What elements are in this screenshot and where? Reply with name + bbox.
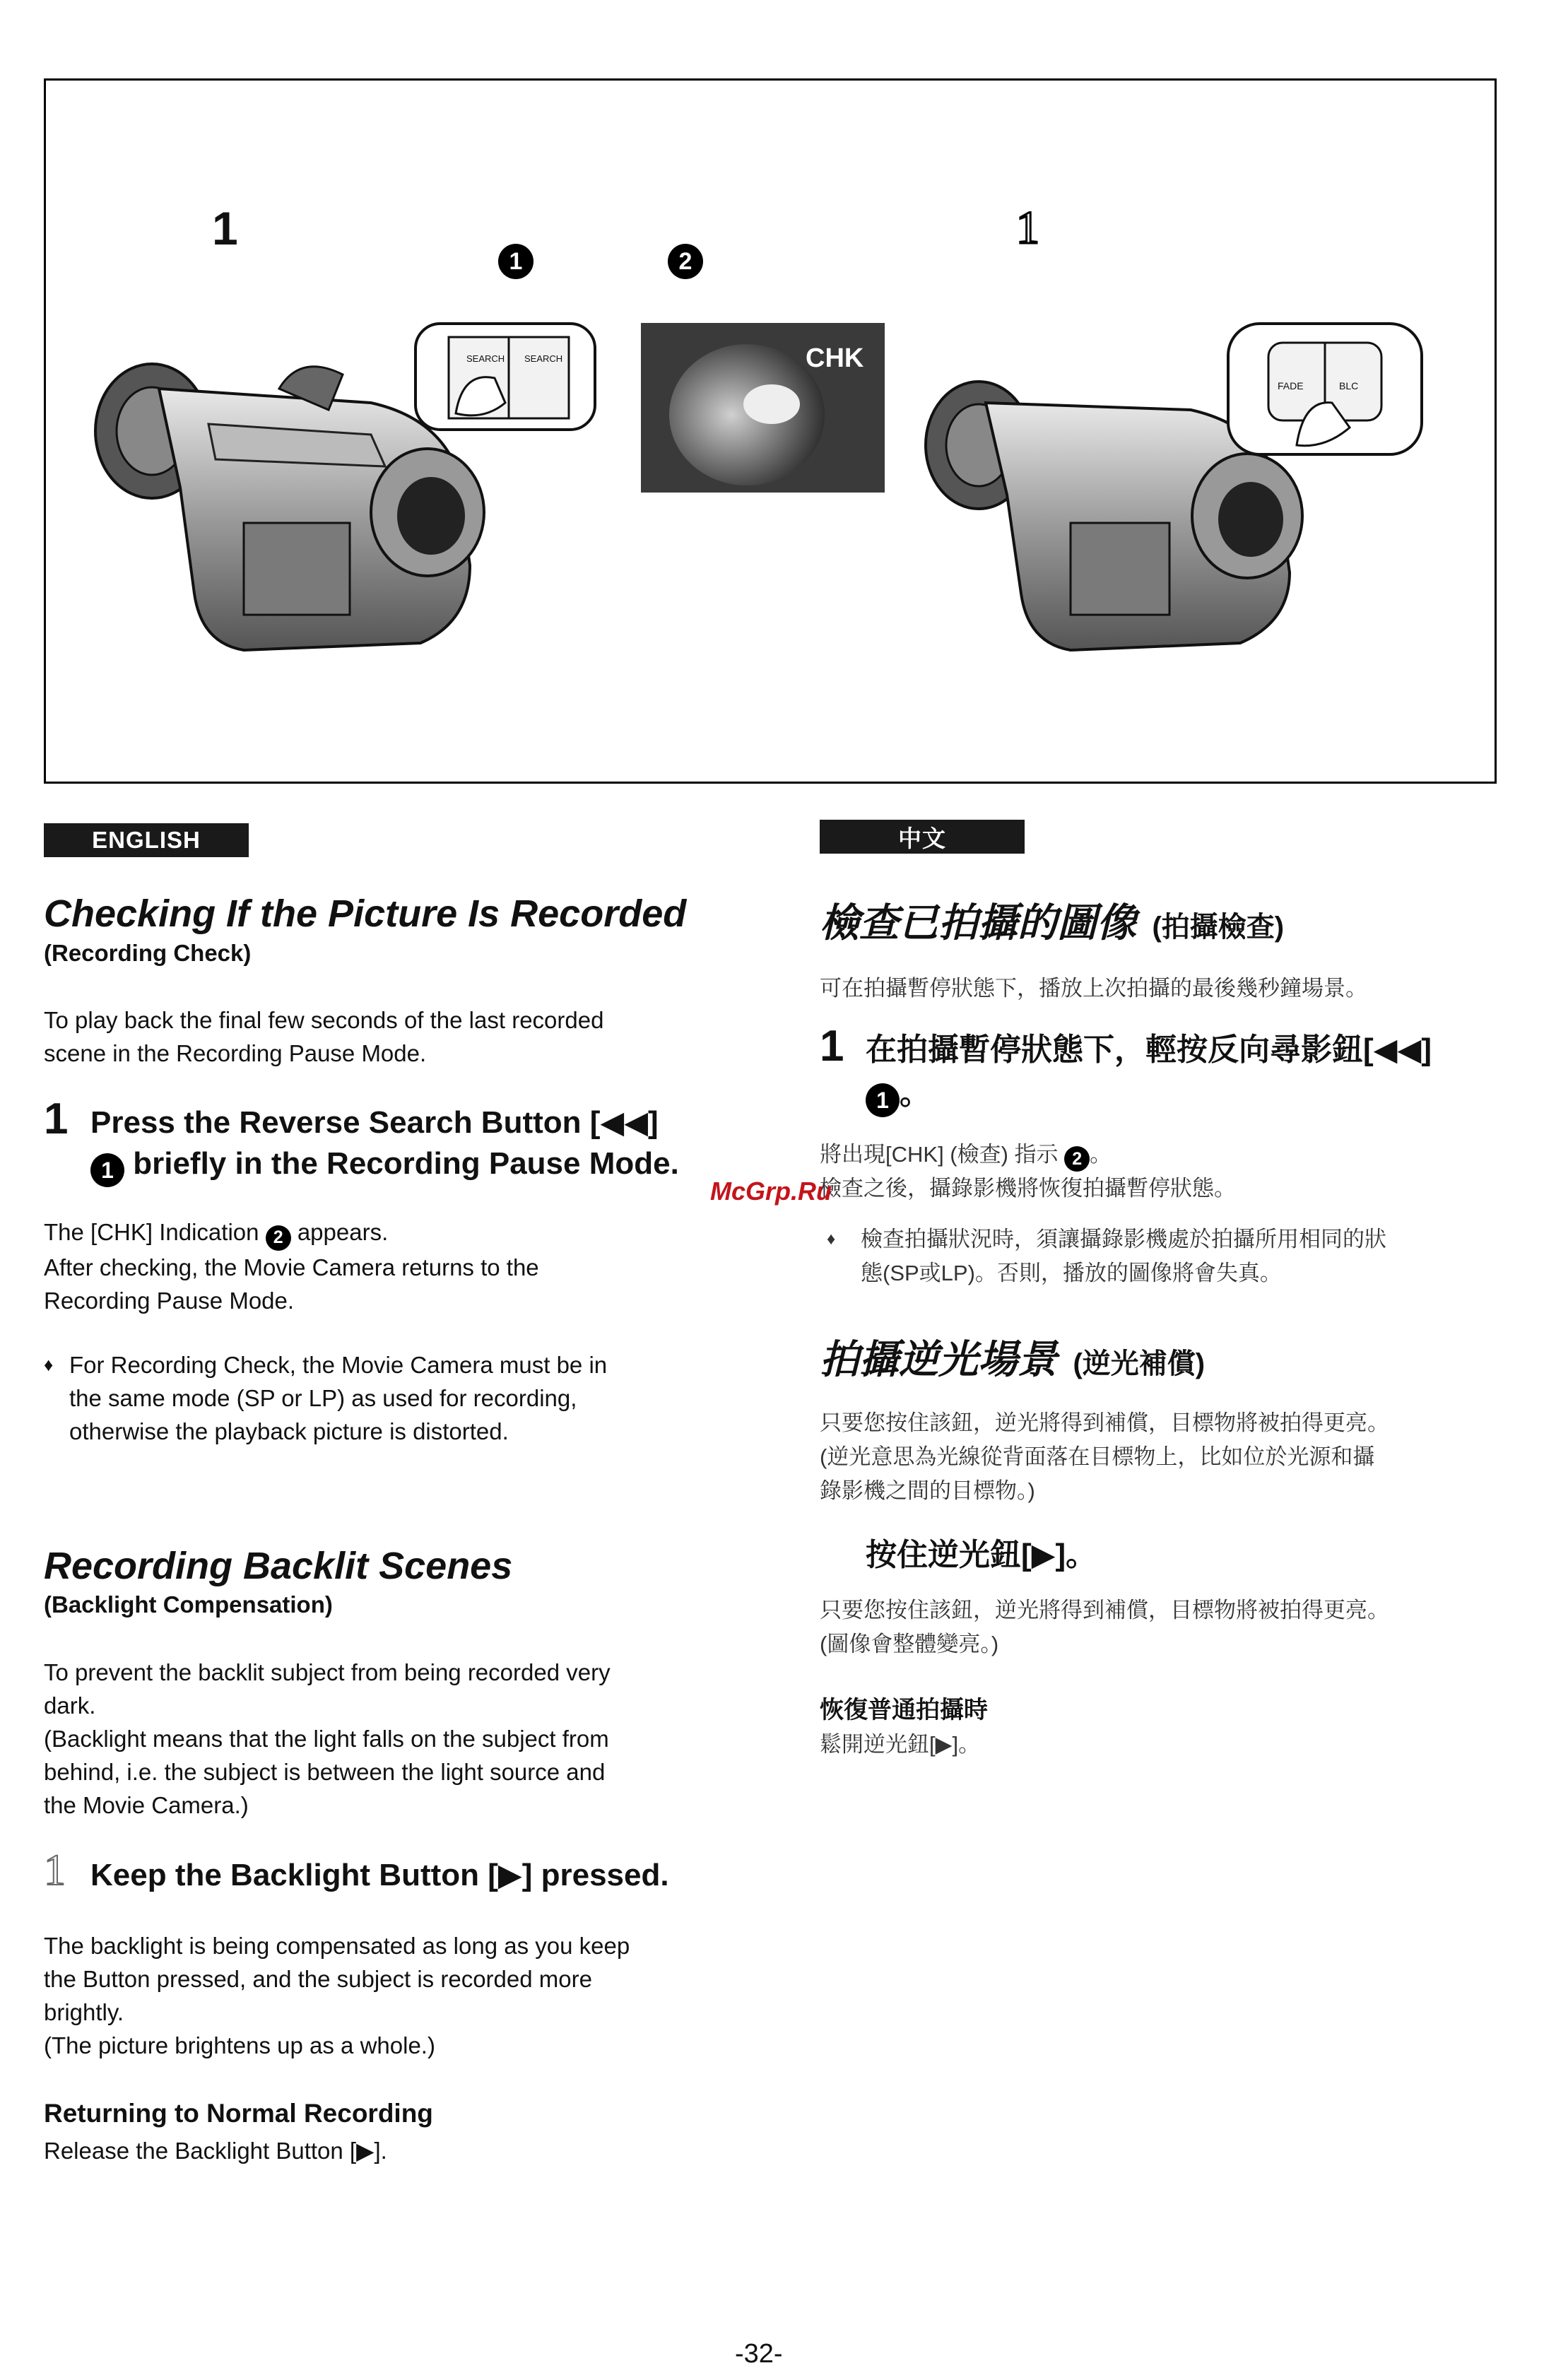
zh-backlit-intro <box>820 1406 1491 1508</box>
zh-result-pre-text: 將出現[CHK] (檢查) 指示 <box>820 1142 1065 1167</box>
note-line: For Recording Check, the Movie Camera must be in <box>69 1352 608 1378</box>
intro-line: the Movie Camera.) <box>44 1792 249 1818</box>
figure-marker-2: 2 <box>668 244 703 279</box>
zh-note-line: 檢查拍攝狀況時，須讓攝錄影機處於拍攝所用相同的狀 <box>861 1227 1386 1251</box>
zh-recording-check-step <box>866 1028 1502 1117</box>
zh-chk-marker: 2 <box>1064 1146 1090 1172</box>
zh-recording-check-title: 檢查已拍攝的圖像 <box>820 900 1136 945</box>
result-line: After checking, the Movie Camera returns to the <box>44 1254 539 1280</box>
intro-line: scene in the Recording Pause Mode. <box>44 1040 427 1066</box>
zh-chk-indication-line <box>820 1138 1491 1172</box>
recording-check-title: Checking If the Picture Is Recorded <box>44 892 687 935</box>
intro-line: To prevent the backlit subject from being recorded very <box>44 1659 611 1685</box>
intro-line: To play back the final few seconds of the last recorded <box>44 1007 604 1033</box>
recording-check-step <box>90 1102 741 1187</box>
zh-bullet-diamond-icon: ♦ <box>827 1230 836 1249</box>
zh-recording-check-subtitle: (拍攝檢查) <box>1152 912 1285 943</box>
zh-step-line-1: 在拍攝暫停狀態下，輕按反向尋影鈕[◀◀] <box>866 1032 1432 1067</box>
zh-returning-text: 鬆開逆光鈕[▶]。 <box>820 1732 981 1757</box>
chk-marker: 2 <box>266 1225 291 1251</box>
zh-step-line-2-text: 。 <box>900 1076 931 1111</box>
search-reverse-label: SEARCH <box>466 353 505 364</box>
zh-result-line: 檢查之後，攝錄影機將恢復拍攝暫停狀態。 <box>820 1176 1236 1201</box>
zh-reverse-search-marker: 1 <box>866 1083 900 1117</box>
chk-indication: CHK <box>806 343 864 373</box>
zh-body-line: 只要您按住該鈕，逆光將得到補償，目標物將被拍得更亮。 <box>820 1598 1389 1622</box>
zh-backlit-heading <box>820 1329 1205 1385</box>
blc-label: BLC <box>1339 380 1359 391</box>
body-line: The backlight is being compensated as long as you keep <box>44 1933 630 1959</box>
zh-backlight-step: 按住逆光鈕[▶]。 <box>866 1538 1097 1572</box>
backlight-step: Keep the Backlight Button [▶] pressed. <box>90 1858 669 1892</box>
recording-check-intro <box>44 1003 722 1070</box>
intro-line: behind, i.e. the subject is between the light source and <box>44 1759 606 1785</box>
result-post-text: appears. <box>290 1219 389 1245</box>
zh-recording-check-heading <box>820 892 1284 948</box>
step-line-2-text: briefly in the Recording Pause Mode. <box>124 1146 679 1181</box>
zh-recording-check-result <box>820 1138 1491 1206</box>
english-language-tab: ENGLISH <box>44 823 249 857</box>
intro-line: dark. <box>44 1692 96 1719</box>
backlit-intro <box>44 1656 729 1822</box>
zh-body-line: (圖像會整體變亮。) <box>820 1632 999 1656</box>
zh-step-number: 1 <box>820 1022 844 1071</box>
fade-label: FADE <box>1278 380 1304 391</box>
body-line: brightly. <box>44 1999 124 2025</box>
step-number: 1 <box>44 1095 69 1143</box>
body-line: (The picture brightens up as a whole.) <box>44 2032 435 2058</box>
note-line: otherwise the playback picture is distorted. <box>69 1418 509 1444</box>
zh-intro-line: 只要您按住該鈕，逆光將得到補償，目標物將被拍得更亮。 <box>820 1410 1389 1435</box>
search-buttons-callout <box>413 322 597 438</box>
step-number: 1 <box>44 1846 66 1895</box>
chinese-language-tab: 中文 <box>820 820 1025 854</box>
step-line-2 <box>90 1143 741 1187</box>
page-number: -32- <box>735 2339 783 2369</box>
backlight-body <box>44 1929 729 2062</box>
result-line: Recording Pause Mode. <box>44 1287 295 1314</box>
zh-note-line: 態(SP或LP)。否則，播放的圖像將會失真。 <box>861 1261 1282 1285</box>
chk-indication-line <box>44 1215 722 1251</box>
intro-line: (Backlight means that the light falls on the subject from <box>44 1726 609 1752</box>
zh-backlit-title: 拍攝逆光場景 <box>820 1337 1057 1382</box>
figure-step-number-right: 1 <box>1016 202 1039 254</box>
watermark: McGrp.Ru <box>710 1177 832 1206</box>
step-line-1: Press the Reverse Search Button [◀◀] <box>90 1105 659 1140</box>
zh-backlit-subtitle: (逆光補償) <box>1073 1348 1206 1379</box>
zh-intro-line: (逆光意思為光線從背面落在目標物上，比如位於光源和攝 <box>820 1444 1375 1469</box>
figure-marker-1: 1 <box>498 244 534 279</box>
body-line: the Button pressed, and the subject is recorded more <box>44 1966 592 1992</box>
zh-recording-check-note <box>827 1223 1491 1290</box>
zh-result-post-text: 。 <box>1090 1142 1112 1167</box>
note-line: the same mode (SP or LP) as used for recording, <box>69 1385 577 1411</box>
zh-backlight-body <box>820 1593 1491 1661</box>
recording-check-subtitle: (Recording Check) <box>44 940 252 966</box>
search-forward-label: SEARCH <box>524 353 563 364</box>
backlit-scenes-subtitle: (Backlight Compensation) <box>44 1591 333 1618</box>
zh-recording-check-intro: 可在拍攝暫停狀態下，播放上次拍攝的最後幾秒鐘場景。 <box>820 976 1367 1001</box>
zh-returning-heading: 恢復普通拍攝時 <box>820 1697 988 1724</box>
figure-step-number-left: 1 <box>212 202 238 254</box>
backlit-scenes-title: Recording Backlit Scenes <box>44 1545 513 1587</box>
recording-check-note <box>44 1348 722 1448</box>
fade-blc-buttons-callout <box>1226 322 1424 459</box>
returning-heading: Returning to Normal Recording <box>44 2099 433 2128</box>
bullet-diamond-icon: ♦ <box>44 1354 54 1375</box>
reverse-search-marker: 1 <box>90 1153 124 1187</box>
zh-step-line-2 <box>866 1072 1502 1117</box>
result-pre-text: The [CHK] Indication <box>44 1219 266 1245</box>
zh-intro-line: 錄影機之間的目標物。) <box>820 1478 1035 1503</box>
returning-text: Release the Backlight Button [▶]. <box>44 2138 387 2164</box>
recording-check-result <box>44 1215 722 1317</box>
